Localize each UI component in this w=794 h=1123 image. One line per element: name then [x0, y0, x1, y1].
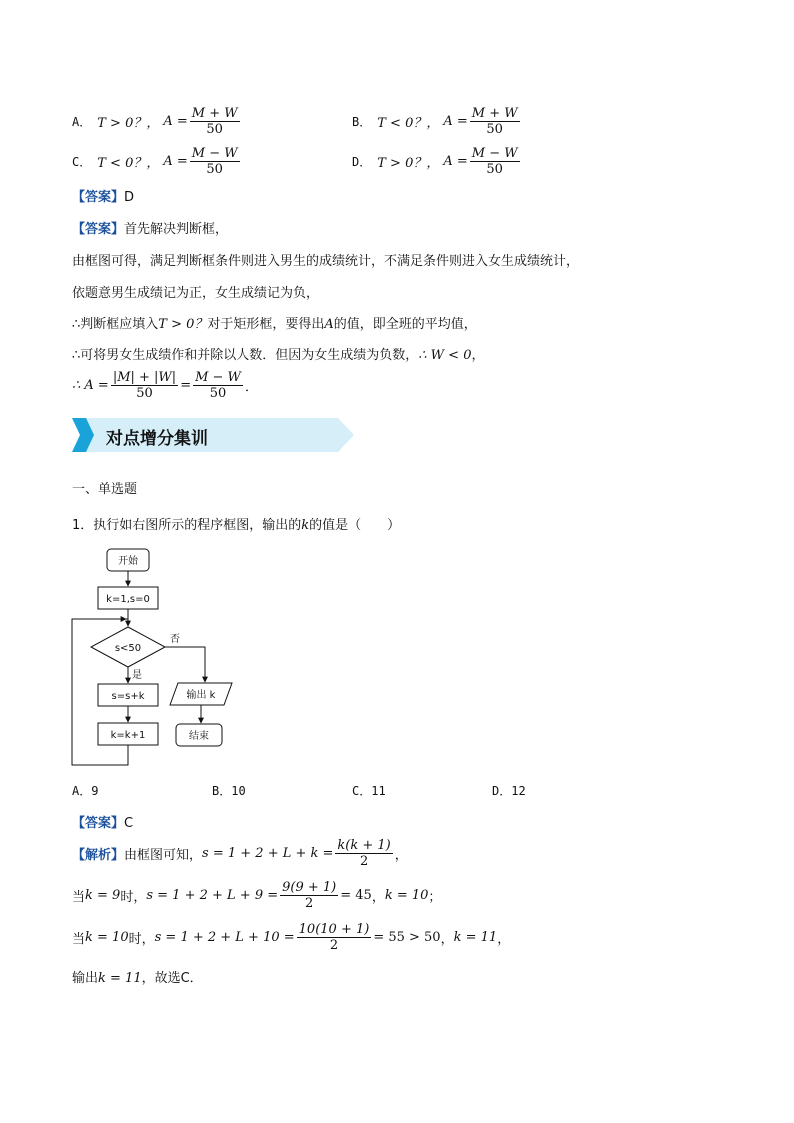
text: 对于矩形框，要得出 [207, 317, 325, 332]
prev-option-d [352, 146, 522, 177]
question-option-b[interactable] [212, 782, 246, 799]
prev-option-c [72, 146, 242, 177]
text: ， [497, 932, 511, 947]
flow-step2-label: k=k+1 [110, 730, 146, 741]
fraction-numerator: k(k + 1) [337, 838, 391, 853]
text: ， [371, 890, 385, 905]
fraction-numerator: M + W [471, 106, 518, 121]
math: = 55 > 50 [373, 930, 441, 945]
math: = [180, 378, 192, 393]
fraction-denominator: 2 [305, 896, 314, 911]
option-value: 12 [511, 784, 526, 798]
prev-option-b [352, 106, 522, 137]
option-lhs: A = [163, 154, 188, 169]
analysis-tag: 【解析】 [72, 848, 125, 863]
fraction-denominator: 50 [209, 386, 227, 401]
math: k = 10 [384, 888, 429, 903]
math: k = 11 [98, 971, 142, 986]
text: ， [471, 348, 485, 363]
option-condition: T > 0？， [377, 156, 440, 171]
flow-start-label: 开始 [118, 556, 138, 567]
flow-yes-label: 是 [132, 670, 142, 681]
option-label: A． [72, 784, 92, 798]
prev-solution-line2: 由框图可得，满足判断框条件则进入男生的成绩统计，不满足条件则进入女生成绩统计， [72, 254, 580, 269]
text: 由框图可知， [124, 848, 203, 863]
flow-no-label: 否 [170, 634, 180, 645]
flow-step1-label: s=s+k [111, 691, 145, 702]
option-lhs: A = [443, 154, 468, 169]
math: ． [244, 380, 258, 395]
text: 当 [72, 890, 86, 905]
math: ∴ A = [72, 378, 109, 393]
option-label: A． [72, 115, 92, 129]
text: 的值是（ ） [309, 518, 401, 533]
option-fraction [190, 106, 240, 137]
prev-solution-line3: 依题意男生成绩记为正，女生成绩记为负， [72, 286, 320, 301]
flow-end-label: 结束 [189, 731, 209, 742]
math: s = 1 + 2 + L + 10 = [154, 930, 295, 945]
solution-text: 首先解决判断框， [124, 222, 229, 237]
math: T > 0？ [158, 317, 208, 332]
option-fraction [190, 146, 240, 177]
fraction [193, 370, 243, 401]
text: ， [394, 848, 408, 863]
option-lhs: A = [163, 114, 188, 129]
math: k = 9 [85, 888, 121, 903]
fraction [280, 880, 338, 911]
section-title: 对点增分集训 [106, 429, 208, 449]
analysis-line2 [72, 880, 441, 911]
prev-option-a [72, 106, 242, 137]
prev-solution-line1 [72, 218, 228, 237]
answer-tag: 【答案】 [72, 816, 125, 831]
flow-decision-label: s<50 [114, 643, 142, 654]
option-value: 10 [231, 784, 246, 798]
fraction-numerator: 10(10 + 1) [298, 922, 370, 937]
flow-init-label: k=1,s=0 [106, 594, 150, 605]
fraction-numerator: M − W [471, 146, 518, 161]
analysis-line1 [72, 838, 408, 869]
option-fraction [470, 106, 520, 137]
subsection-title: 一、单选题 [72, 482, 138, 497]
fraction-denominator: 50 [206, 162, 223, 177]
section-banner [72, 418, 354, 452]
option-label: B． [212, 784, 232, 798]
option-label: C． [72, 155, 92, 169]
math: s = 1 + 2 + L + k = [202, 846, 334, 861]
option-fraction [470, 146, 520, 177]
text: 的值，即全班的平均值， [333, 317, 477, 332]
fraction-denominator: 2 [329, 938, 339, 953]
option-condition: T < 0？， [97, 156, 160, 171]
option-lhs: A = [443, 114, 468, 129]
analysis-line3 [72, 922, 510, 953]
flow-output-label: 输出 k [186, 690, 216, 701]
text: ，故选C． [141, 971, 203, 986]
math: s = 1 + 2 + L + 9 = [146, 888, 279, 903]
text: 1．执行如右图所示的程序框图，输出的 [72, 518, 302, 533]
fraction-numerator: M + W [191, 106, 238, 121]
math: A [324, 317, 334, 332]
text: ； [428, 890, 442, 905]
option-value: 9 [91, 784, 99, 798]
fraction-numerator: M − W [195, 370, 241, 385]
question-option-a[interactable] [72, 782, 98, 799]
fraction-numerator: M − W [191, 146, 238, 161]
prev-answer [72, 186, 134, 205]
math: k = 11 [453, 930, 498, 945]
text: ， [440, 932, 454, 947]
fraction-denominator: 50 [486, 122, 503, 137]
text: ∴可将男女生成绩作和并除以人数．但因为女生成绩为负数， [72, 348, 419, 363]
text: 当 [72, 932, 86, 947]
fraction-numerator: |M| + |W| [112, 370, 177, 385]
solution-tag: 【答案】 [72, 222, 125, 237]
flowchart [60, 544, 260, 774]
fraction-numerator: 9(9 + 1) [282, 880, 337, 895]
question-option-d[interactable] [492, 782, 526, 799]
math: k = 10 [85, 930, 129, 945]
text: 时， [128, 932, 155, 947]
prev-solution-line6 [72, 370, 258, 401]
text: ∴判断框应填入 [72, 317, 159, 332]
fraction [335, 838, 392, 869]
text: 输出 [72, 971, 99, 986]
fraction-denominator: 2 [359, 854, 369, 869]
option-value: 11 [371, 784, 386, 798]
answer-value: D [124, 190, 135, 205]
fraction-denominator: 50 [136, 386, 153, 401]
question-answer [72, 812, 133, 831]
math: k [301, 518, 310, 533]
question-stem [72, 514, 400, 533]
answer-tag: 【答案】 [72, 190, 125, 205]
fraction [297, 922, 372, 953]
text: 时， [120, 890, 147, 905]
prev-solution-line5 [72, 344, 485, 363]
math: ∴ W < 0 [418, 348, 472, 363]
option-label: D． [352, 155, 372, 169]
fraction [111, 370, 178, 401]
question-option-c[interactable] [352, 782, 386, 799]
math: = 45 [340, 888, 372, 903]
fraction-denominator: 50 [206, 122, 223, 137]
option-label: D． [492, 784, 512, 798]
option-condition: T < 0？， [377, 116, 440, 131]
option-label: B． [352, 115, 372, 129]
answer-value: C [124, 816, 134, 831]
option-label: C． [352, 784, 372, 798]
prev-solution-line4 [72, 313, 477, 332]
analysis-line4 [72, 967, 203, 986]
option-condition: T > 0？， [97, 116, 160, 131]
fraction-denominator: 50 [486, 162, 503, 177]
